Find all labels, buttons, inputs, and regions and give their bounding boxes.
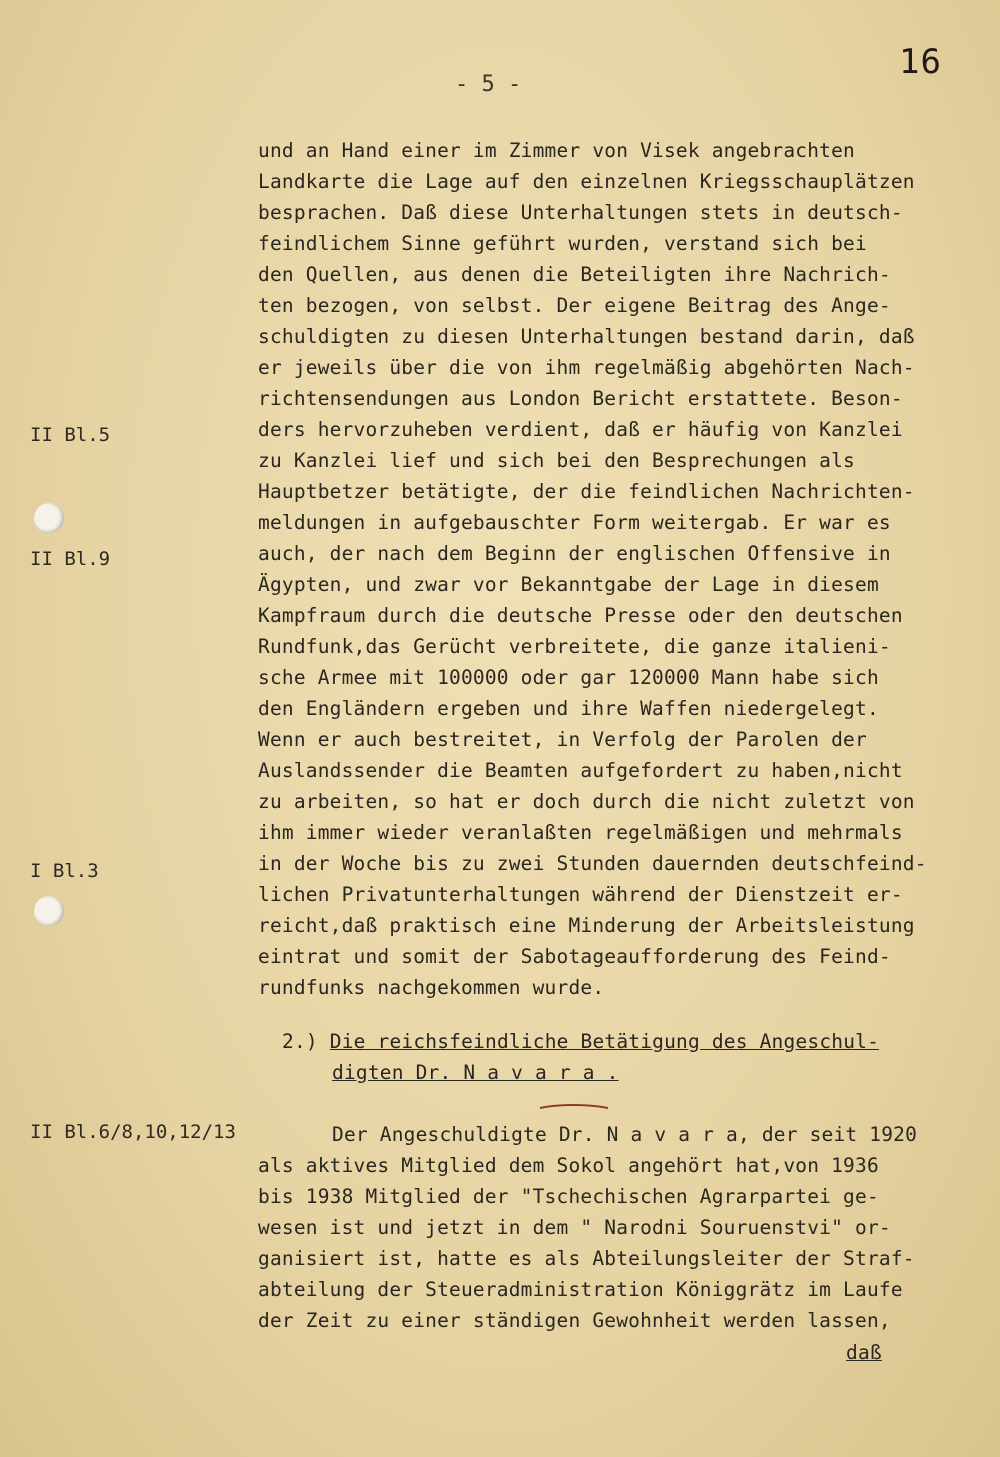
text-line: ders hervorzuheben verdient, daß er häufig von Kanzlei	[258, 418, 903, 441]
text-line: in der Woche bis zu zwei Stunden dauernden deutschfeind-	[258, 852, 927, 875]
text-line: reicht,daß praktisch eine Minderung der Arbeitsleistung	[258, 914, 915, 937]
section-heading-continued	[332, 1057, 619, 1088]
text-line: bis 1938 Mitglied der "Tschechischen Agrarpartei ge-	[258, 1185, 879, 1208]
text-line: zu arbeiten, so hat er doch durch die nicht zuletzt von	[258, 790, 915, 813]
text-line: besprachen. Daß diese Unterhaltungen stets in deutsch-	[258, 201, 903, 224]
text-line: schuldigten zu diesen Unterhaltungen bestand darin, daß	[258, 325, 915, 348]
text-line: wesen ist und jetzt in dem " Narodni Souruenstvi" or-	[258, 1216, 891, 1239]
text-line: auch, der nach dem Beginn der englischen Offensive in	[258, 542, 891, 565]
text-line: und an Hand einer im Zimmer von Visek angebrachten	[258, 139, 855, 162]
margin-reference: I Bl.3	[30, 860, 99, 882]
section-number: 2.)	[282, 1030, 318, 1053]
section-heading-text: Die reichsfeindliche Betätigung des Angeschul-	[329, 1030, 880, 1053]
text-line: ten bezogen, von selbst. Der eigene Beitrag des Ange-	[258, 294, 891, 317]
text-line: meldungen in aufgebauschter Form weitergab. Er war es	[258, 511, 891, 534]
text-line: sche Armee mit 100000 oder gar 120000 Mann habe sich	[258, 666, 879, 689]
text-line: Rundfunk,das Gerücht verbreitete, die ganze italieni-	[258, 635, 891, 658]
margin-reference: II Bl.6/8,10,12/13	[30, 1121, 236, 1143]
text-line: lichen Privatunterhaltungen während der Dienstzeit er-	[258, 883, 903, 906]
text-line: richtensendungen aus London Bericht erstattete. Beson-	[258, 387, 903, 410]
text-line: zu Kanzlei lief und sich bei den Besprechungen als	[258, 449, 855, 472]
text-line: rundfunks nachgekommen wurde.	[258, 976, 605, 999]
text-line: eintrat und somit der Sabotageaufforderung des Feind-	[258, 945, 891, 968]
page-number: - 5 -	[455, 72, 522, 97]
text-line: den Engländern ergeben und ihre Waffen niedergelegt.	[258, 697, 879, 720]
punch-hole-icon	[34, 503, 64, 533]
text-line: Hauptbetzer betätigte, der die feindlichen Nachrichten-	[258, 480, 915, 503]
text-line: den Quellen, aus denen die Beteiligten ihre Nachrich-	[258, 263, 891, 286]
punch-hole-icon	[34, 896, 64, 926]
text-line: ganisiert ist, hatte es als Abteilungsleiter der Straf-	[258, 1247, 915, 1270]
text-line: feindlichem Sinne geführt wurden, verstand sich bei	[258, 232, 867, 255]
margin-reference: II Bl.5	[30, 424, 111, 446]
text-line: Auslandssender die Beamten aufgefordert zu haben,nicht	[258, 759, 903, 782]
folio-number: 16	[899, 42, 942, 82]
text-line: Kampfraum durch die deutsche Presse oder den deutschen	[258, 604, 903, 627]
text-line: als aktives Mitglied dem Sokol angehört hat,von 1936	[258, 1154, 879, 1177]
text-line: Wenn er auch bestreitet, in Verfolg der Parolen der	[258, 728, 867, 751]
text-line: Der Angeschuldigte Dr. N a v a r a, der seit 1920	[332, 1123, 918, 1146]
margin-reference: II Bl.9	[30, 548, 111, 570]
catchword: daß	[846, 1341, 882, 1364]
text-line: der Zeit zu einer ständigen Gewohnheit werden lassen,	[258, 1309, 891, 1332]
section-heading-text: digten Dr. N a v a r a .	[332, 1061, 619, 1084]
text-line: Landkarte die Lage auf den einzelnen Kriegsschauplätzen	[258, 170, 915, 193]
text-line: Ägypten, und zwar vor Bekanntgabe der Lage in diesem	[258, 573, 879, 596]
text-line: er jeweils über die von ihm regelmäßig abgehörten Nach-	[258, 356, 915, 379]
flourish-mark-icon	[538, 1102, 610, 1112]
text-line: ihm immer wieder veranlaßten regelmäßigen und mehrmals	[258, 821, 903, 844]
section-heading	[282, 1026, 879, 1057]
text-line: abteilung der Steueradministration Königgrätz im Laufe	[258, 1278, 903, 1301]
